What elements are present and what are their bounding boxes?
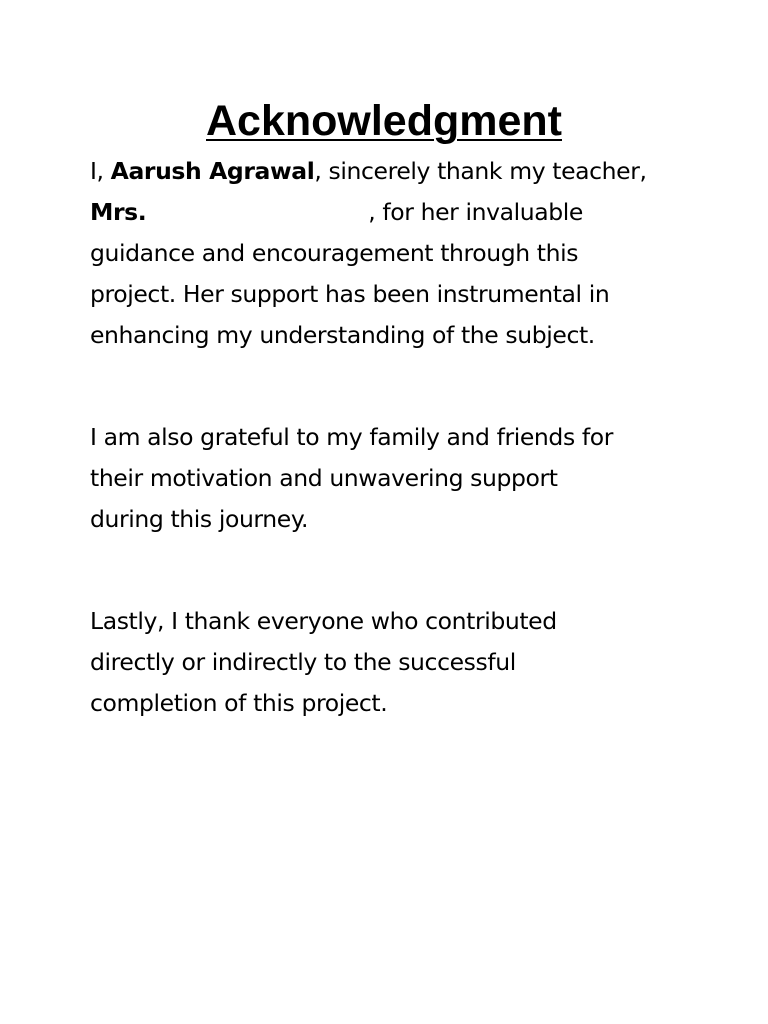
paragraph-everyone-thanks [90, 601, 690, 724]
paragraph-line: during this journey. [90, 505, 309, 533]
text-run: , for her invaluable [368, 198, 583, 226]
paragraph-line [90, 192, 690, 233]
text-run: I, [90, 157, 111, 185]
paragraph-line: guidance and encouragement through this [90, 239, 579, 267]
paragraph-line: directly or indirectly to the successful [90, 648, 516, 676]
page-title: Acknowledgment [206, 97, 562, 145]
paragraph-line: Lastly, I thank everyone who contributed [90, 607, 557, 635]
paragraph-line: enhancing my understanding of the subject. [90, 321, 595, 349]
author-name: Aarush Agrawal [110, 157, 315, 185]
text-run: , sincerely thank my teacher, [314, 157, 647, 185]
teacher-title: Mrs. [90, 198, 147, 226]
paragraph-line: I am also grateful to my family and friends for [90, 423, 613, 451]
paragraph-line: their motivation and unwavering support [90, 464, 558, 492]
paragraph-teacher-thanks [90, 151, 690, 356]
paragraph-line: completion of this project. [90, 689, 388, 717]
paragraph-family-thanks [90, 417, 690, 540]
paragraph-line: project. Her support has been instrumental in [90, 280, 610, 308]
paragraph-line [90, 151, 690, 192]
